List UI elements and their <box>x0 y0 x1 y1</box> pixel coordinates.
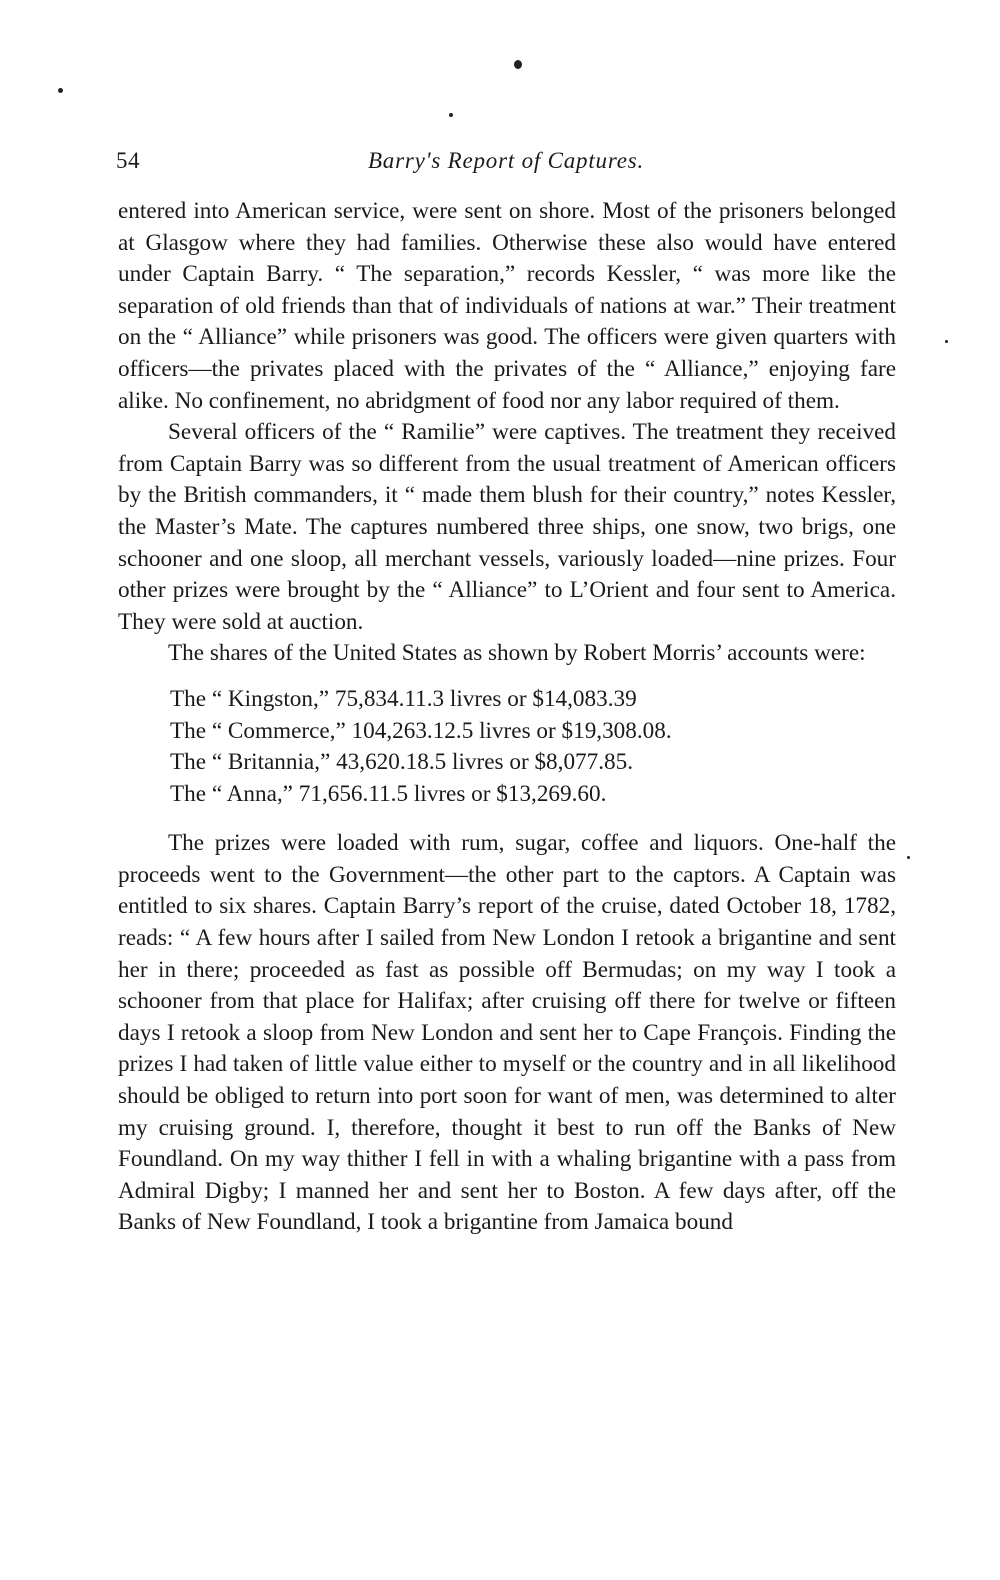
account-entry: The “ Britannia,” 43,620.18.5 livres or $8,077.85. <box>170 749 634 776</box>
paragraph: entered into American service, were sent on shore. Most of the prisoners belonged at Glasgow where they had families. Otherwise these also would have entered under Captain Barry. “ The separation,” records Kessler, “ was more like the separation of old friends than that of individuals of nations at war.” Their treatment on the “ Alliance” while prisoners was good. The officers were given quarters with officers—the privates placed with the privates of the “ Alliance,” enjoying fare alike. No confinement, no abridgment of food nor any labor required of them. <box>118 198 896 414</box>
scan-speck <box>449 113 453 117</box>
running-head: Barry's Report of Captures. <box>367 148 645 173</box>
page-number: 54 <box>116 148 140 173</box>
account-entry: The “ Commerce,” 104,263.12.5 livres or $19,308.08. <box>170 717 672 744</box>
scan-speck <box>907 856 910 859</box>
scan-speck <box>945 340 948 343</box>
paragraph: The shares of the United States as shown by Robert Morris’ accounts were: <box>168 640 866 667</box>
accounts-list <box>118 684 896 810</box>
scan-speck <box>58 88 63 93</box>
paragraph: Several officers of the “ Ramilie” were captives. The treatment they received from Captain Barry was so different from the usual treatment of American officers by the British commanders, it “ made them blush for their country,” notes Kessler, the Master’s Mate. The captures numbered three ships, one snow, two brigs, one schooner and one sloop, all merchant vessels, variously loaded—nine prizes. Four other prizes were brought by the “ Alliance” to L’Orient and four sent to America. They were sold at auction. <box>118 419 896 635</box>
scan-speck <box>514 60 522 69</box>
page-header <box>116 148 896 182</box>
account-entry: The “ Kingston,” 75,834.11.3 livres or $14,083.39 <box>170 685 637 712</box>
body-text <box>118 196 896 1239</box>
paragraph: The prizes were loaded with rum, sugar, coffee and liquors. One-half the proceeds went to the Government—the other part to the captors. A Captain was entitled to six shares. Captain Barry’s report of the cruise, dated October 18, 1782, reads: “ A few hours after I sailed from New London I retook a brigantine and sent her in there; proceeded as fast as possible off Bermudas; on my way I took a schooner from that place for Halifax; after cruising off there for twelve or fifteen days I retook a sloop from New London and sent her to Cape François. Finding the prizes I had taken of little value either to myself or the country and in all likelihood should be obliged to return into port soon for want of men, was determined to alter my cruising ground. I, therefore, thought it best to run off the Banks of New Foundland. On my way thither I fell in with a whaling brigantine with a pass from Admiral Digby; I manned her and sent her to Boston. A few days after, off the Banks of New Foundland, I took a brigantine from Jamaica bound <box>118 830 896 1236</box>
account-entry: The “ Anna,” 71,656.11.5 livres or $13,269.60. <box>170 780 607 807</box>
